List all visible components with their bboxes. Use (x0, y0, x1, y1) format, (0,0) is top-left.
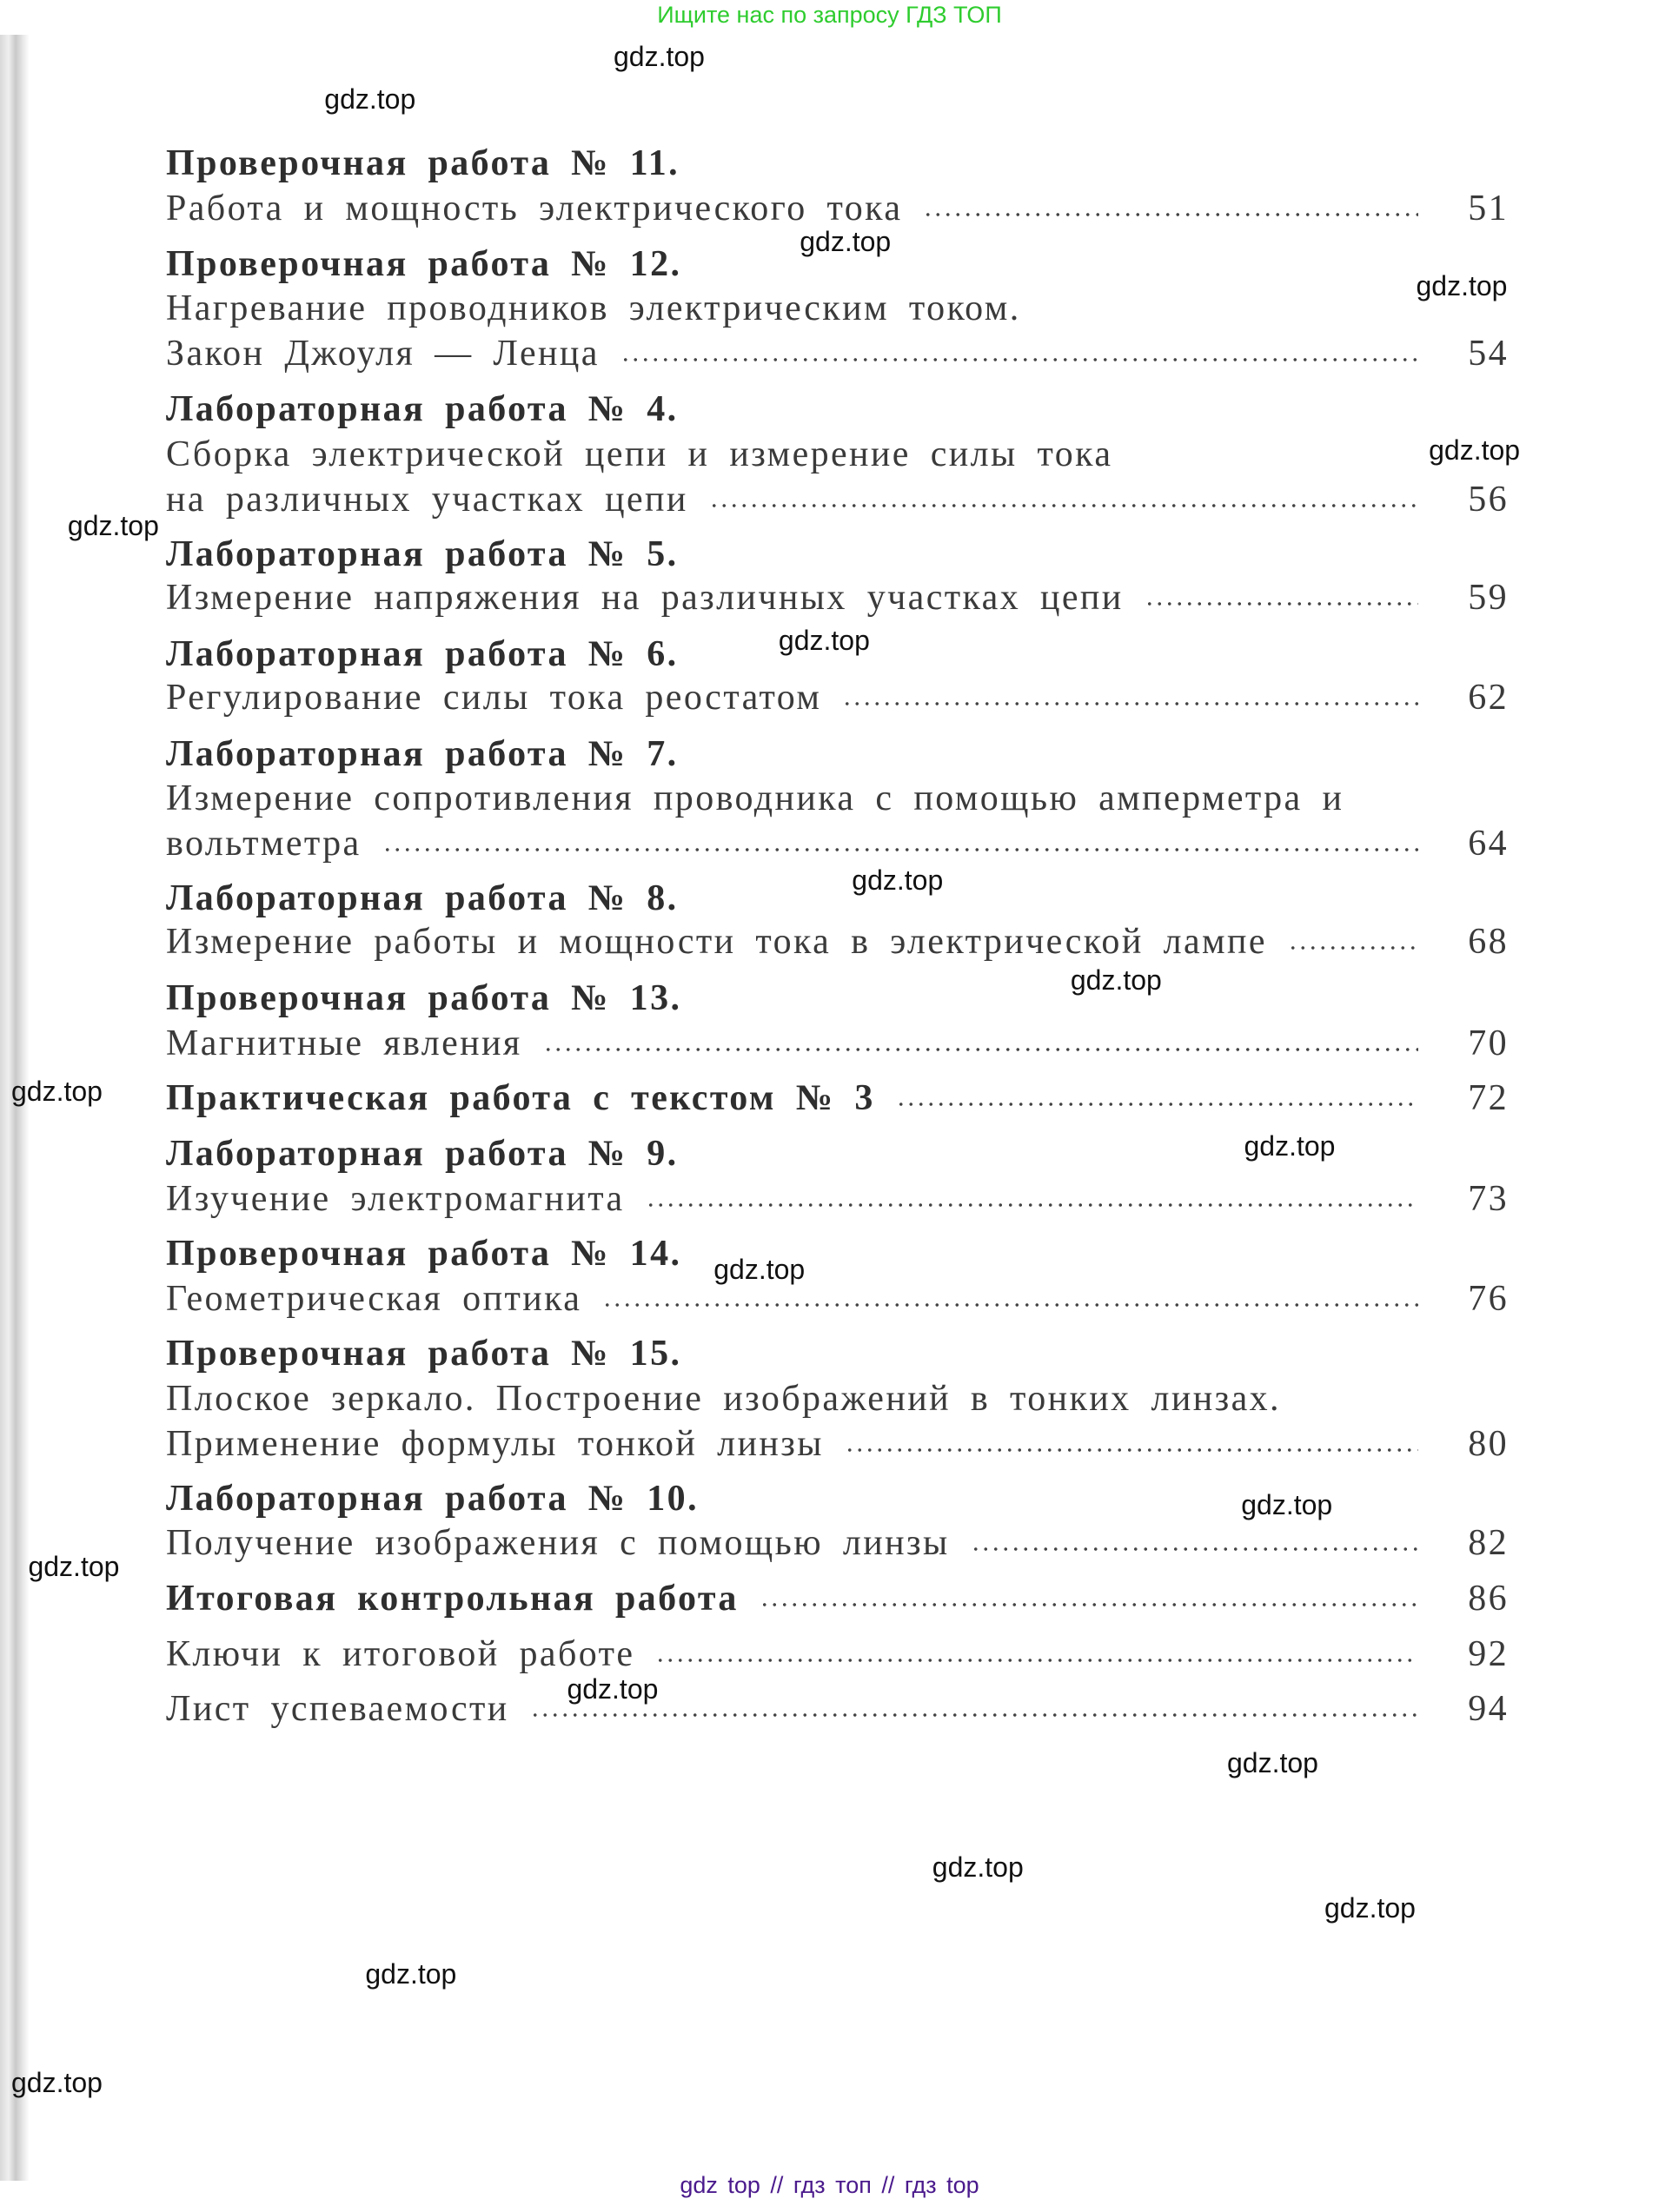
page-number: 56 (1468, 479, 1509, 520)
dot-leader (971, 1546, 1418, 1552)
toc-entry (166, 286, 1509, 331)
toc-entry-title: Геометрическая оптика (166, 1278, 582, 1319)
toc-entry-title: на различных участках цепи (166, 479, 688, 520)
dot-leader (709, 503, 1418, 508)
watermark-text: gdz.top (1416, 270, 1508, 302)
book-spine-shadow (0, 35, 30, 2181)
toc-entry-title: Проверочная работа № 11. (166, 143, 680, 184)
dot-leader (382, 847, 1418, 852)
toc-entry-title: Лабораторная работа № 5. (166, 533, 679, 574)
toc-entry-title: Закон Джоуля — Ленца (166, 334, 600, 374)
toc-entry-title: Измерение напряжения на различных участках цепи (166, 578, 1124, 619)
watermark-text: gdz.top (1244, 1130, 1336, 1162)
toc-entry-title: Лабораторная работа № 10. (166, 1479, 699, 1520)
toc-entry-title: Получение изображения с помощью линзы (166, 1522, 950, 1563)
watermark-text: gdz.top (778, 624, 870, 656)
watermark-text: gdz.top (713, 1253, 806, 1285)
toc-entry-title: Практическая работа с текстом № 3 (166, 1078, 875, 1119)
toc-entry-title: Проверочная работа № 13. (166, 978, 682, 1019)
toc-entry (166, 575, 1509, 620)
toc-heading (166, 1076, 1509, 1121)
dot-leader (543, 1047, 1418, 1052)
watermark-text: gdz.top (324, 83, 416, 115)
watermark-text: gdz.top (1429, 434, 1521, 466)
toc-entry (166, 432, 1509, 477)
toc-heading (166, 1576, 1509, 1621)
toc-entry-title: Лабораторная работа № 4. (166, 388, 679, 429)
toc-entry (166, 919, 1509, 964)
toc-entry (166, 1520, 1509, 1566)
dot-leader (602, 1302, 1418, 1308)
toc-entry (166, 477, 1509, 522)
page-number: 72 (1468, 1078, 1509, 1119)
page-number: 82 (1468, 1522, 1509, 1563)
toc-entry-title: Плоское зеркало. Построение изображений в тонких линзах. (166, 1379, 1281, 1420)
toc-heading (166, 876, 1509, 921)
page-number: 94 (1468, 1689, 1509, 1730)
toc-entry-title: Лабораторная работа № 7. (166, 734, 679, 775)
watermark-text: gdz.top (10, 2067, 103, 2099)
toc-entry-title: Проверочная работа № 14. (166, 1233, 682, 1274)
toc-entry-title: Лабораторная работа № 8. (166, 878, 679, 918)
toc-heading (166, 976, 1509, 1021)
toc-heading (166, 1331, 1509, 1376)
toc-entry-title: Ключи к итоговой работе (166, 1633, 635, 1674)
toc-entry-title: Лабораторная работа № 6. (166, 634, 679, 675)
toc-entry (166, 821, 1509, 866)
page-number: 59 (1468, 578, 1509, 619)
toc-entry-title: вольтметра (166, 823, 362, 864)
toc-entry (166, 1176, 1509, 1222)
dot-leader (530, 1712, 1418, 1718)
top-banner[interactable]: Ищите нас по запросу ГДЗ ТОП (657, 2, 1002, 28)
toc-entry-title: Лист успеваемости (166, 1689, 509, 1730)
watermark-text: gdz.top (800, 225, 892, 257)
toc-entry-title: Измерение сопротивления проводника с помощью амперметра и (166, 778, 1344, 818)
watermark-text: gdz.top (1227, 1746, 1318, 1778)
watermark-text: gdz.top (365, 1958, 457, 1990)
page-number: 54 (1468, 334, 1509, 374)
toc-entry-title: Нагревание проводников электрическим током. (166, 288, 1021, 329)
page-number: 68 (1468, 922, 1509, 963)
dot-leader (845, 1447, 1418, 1453)
dot-leader (1288, 945, 1418, 950)
toc-entry-title: Магнитные явления (166, 1023, 522, 1064)
dot-leader (760, 1602, 1418, 1607)
dot-leader (655, 1658, 1418, 1663)
page-number: 92 (1468, 1633, 1509, 1674)
toc-entry-title: Итоговая контрольная работа (166, 1579, 739, 1619)
toc-entry (166, 675, 1509, 720)
page-number: 64 (1468, 823, 1509, 864)
toc-heading (166, 732, 1509, 777)
page-number: 73 (1468, 1178, 1509, 1219)
toc-entry-title: Применение формулы тонкой линзы (166, 1423, 824, 1464)
dot-leader (620, 357, 1418, 362)
toc-entry (166, 1421, 1509, 1467)
toc-entry-title: Работа и мощность электрического тока (166, 189, 903, 229)
watermark-text: gdz.top (614, 40, 705, 72)
page-number: 86 (1468, 1579, 1509, 1619)
toc-entry-title: Проверочная работа № 15. (166, 1334, 682, 1374)
watermark-text: gdz.top (1324, 1891, 1416, 1924)
toc-entry (166, 776, 1509, 821)
watermark-text: gdz.top (1070, 964, 1162, 996)
watermark-text: gdz.top (1241, 1488, 1333, 1520)
dot-leader (842, 701, 1418, 706)
bottom-banner[interactable]: gdz top // гдз топ // гдз top (680, 2172, 979, 2198)
toc-entry (166, 1021, 1509, 1066)
watermark-text: gdz.top (932, 1851, 1024, 1883)
page-number: 70 (1468, 1023, 1509, 1064)
toc-entry (166, 1276, 1509, 1321)
toc-heading (166, 532, 1509, 577)
dot-leader (923, 212, 1418, 217)
watermark-text: gdz.top (28, 1551, 120, 1583)
toc-entry (166, 1632, 1509, 1677)
toc-heading (166, 1231, 1509, 1276)
toc-entry-title: Измерение работы и мощности тока в электрической лампе (166, 922, 1267, 963)
dot-leader (896, 1102, 1418, 1107)
page-number: 51 (1468, 189, 1509, 229)
toc-entry-title: Сборка электрической цепи и измерение силы тока (166, 434, 1113, 474)
dot-leader (1145, 601, 1418, 606)
page-number: 80 (1468, 1423, 1509, 1464)
toc-entry-title: Регулирование силы тока реостатом (166, 678, 822, 719)
watermark-text: gdz.top (567, 1673, 659, 1705)
watermark-text: gdz.top (10, 1076, 103, 1108)
toc-entry (166, 1686, 1509, 1732)
toc-heading (166, 141, 1509, 186)
toc-entry (166, 186, 1509, 231)
watermark-text: gdz.top (67, 510, 159, 542)
toc-heading (166, 387, 1509, 432)
page-number: 62 (1468, 678, 1509, 719)
page-number: 76 (1468, 1278, 1509, 1319)
dot-leader (646, 1202, 1418, 1208)
toc-entry-title: Изучение электромагнита (166, 1178, 625, 1219)
toc-entry (166, 331, 1509, 376)
toc-entry-title: Лабораторная работа № 9. (166, 1133, 679, 1174)
toc-entry (166, 1376, 1509, 1421)
toc-entry-title: Проверочная работа № 12. (166, 243, 682, 284)
watermark-text: gdz.top (852, 864, 944, 896)
